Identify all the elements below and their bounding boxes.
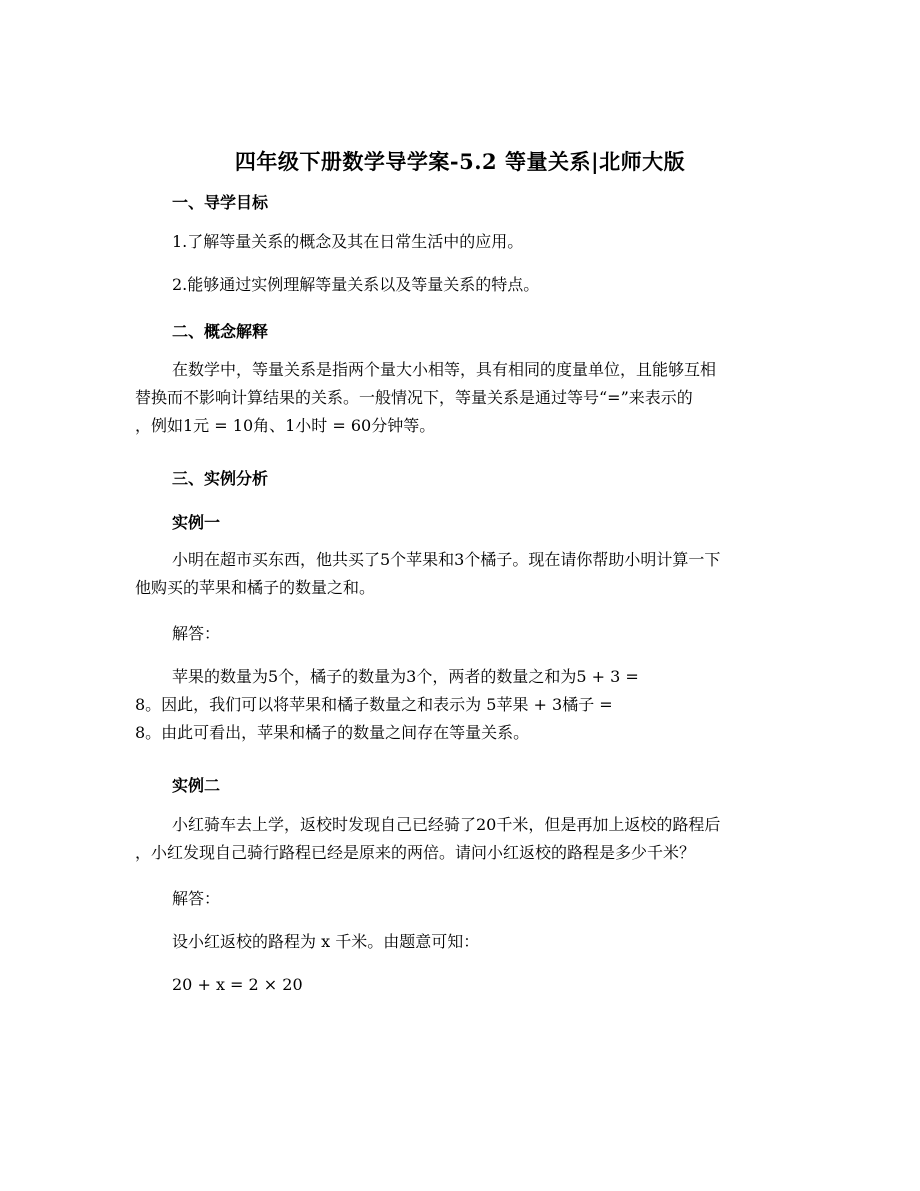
example-1-heading: 实例一: [172, 513, 221, 532]
example-2-problem-line-1: 小红骑车去上学，返校时发现自己已经骑了20千米，但是再加上返校的路程后: [172, 815, 721, 834]
concept-paragraph: [135, 356, 790, 440]
objective-item: [135, 228, 790, 256]
example-1-problem-line-1: 小明在超市买东西，他共买了5个苹果和3个橘子。现在请你帮助小明计算一下: [172, 550, 721, 569]
example-2-problem-line-2: ，小红发现自己骑行路程已经是原来的两倍。请问小红返校的路程是多少千米？: [135, 843, 696, 862]
concept-line-2: 替换而不影响计算结果的关系。一般情况下，等量关系是通过等号“=”来表示的: [135, 388, 693, 407]
example-1-answer-label: 解答：: [172, 624, 221, 643]
section-heading-objectives: 一、导学目标: [172, 193, 269, 212]
example-2-problem: [135, 811, 790, 867]
objective-item: [135, 271, 790, 299]
example-1-answer-line-1: 苹果的数量为5个，橘子的数量为3个，两者的数量之和为5 + 3 =: [172, 667, 639, 686]
example-2-setup: 设小红返校的路程为 x 千米。由题意可知：: [172, 932, 480, 951]
objective-item-1: 1.了解等量关系的概念及其在日常生活中的应用。: [172, 232, 524, 251]
example-1-answer-line-3: 8。由此可看出，苹果和橘子的数量之间存在等量关系。: [135, 723, 530, 742]
example-1-problem-line-2: 他购买的苹果和橘子的数量之和。: [135, 578, 376, 597]
example-2-equation-wrap: [135, 971, 790, 999]
example-1-answer-label-wrap: [135, 620, 790, 648]
objective-item-2: 2.能够通过实例理解等量关系以及等量关系的特点。: [172, 275, 540, 294]
document-title: 四年级下册数学导学案-5.2 等量关系|北师大版: [234, 149, 686, 174]
example-2-heading: 实例二: [172, 776, 221, 795]
example-2-answer-label: 解答：: [172, 889, 221, 908]
example-1-problem: [135, 546, 790, 602]
section-heading-concept: 二、概念解释: [172, 322, 269, 341]
concept-line-1: 在数学中，等量关系是指两个量大小相等，具有相同的度量单位，且能够互相: [172, 360, 717, 379]
example-2-answer-label-wrap: [135, 885, 790, 913]
example-1-answer-line-2: 8。因此，我们可以将苹果和橘子数量之和表示为 5苹果 + 3橘子 =: [135, 695, 613, 714]
section-heading-examples: 三、实例分析: [172, 469, 269, 488]
example-2-setup-wrap: [135, 928, 790, 956]
concept-line-3: ，例如1元 = 10角、1小时 = 60分钟等。: [135, 416, 436, 435]
example-2-equation: 20 + x = 2 × 20: [172, 975, 303, 994]
example-1-answer: [135, 663, 790, 747]
